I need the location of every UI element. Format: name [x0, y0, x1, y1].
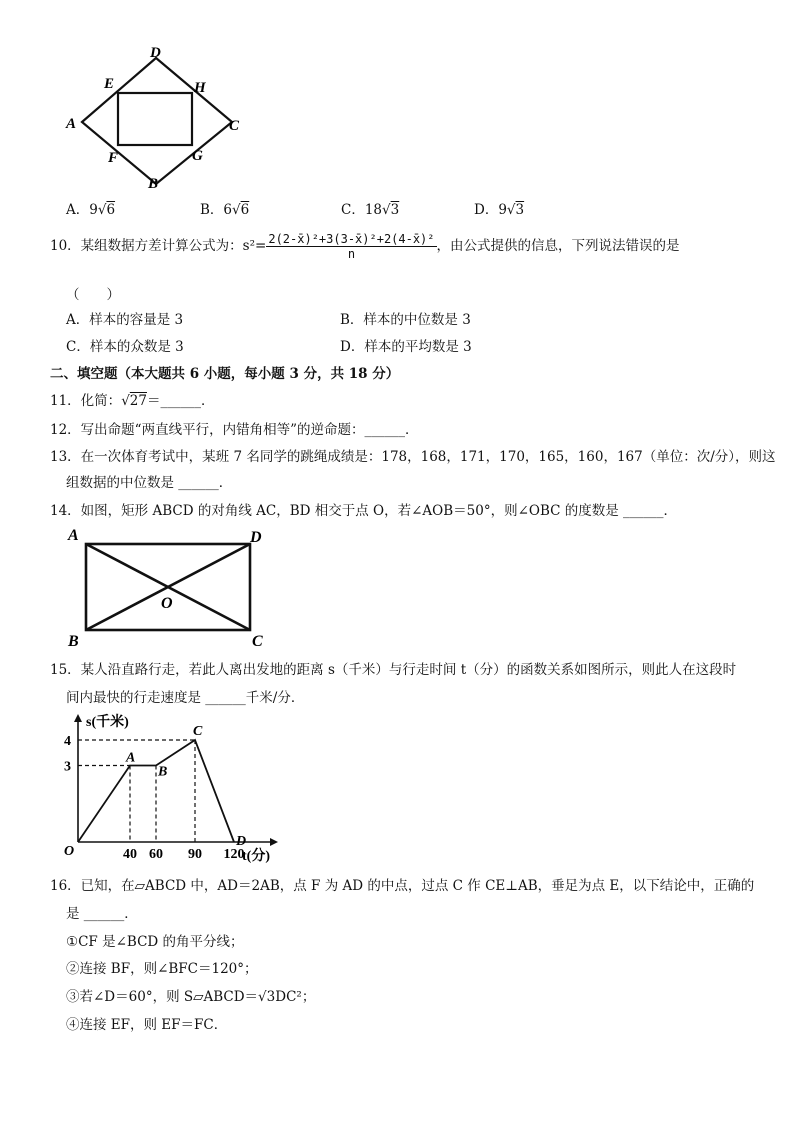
y-axis-label: s(千米) — [86, 715, 129, 730]
q10-option-c: C．样本的众数是 3 — [66, 339, 184, 355]
label-F: F — [108, 150, 119, 166]
label-H: H — [194, 80, 206, 96]
x-tick-label: 60 — [149, 847, 163, 862]
q10-paren: （ ） — [66, 287, 120, 303]
q13-line1: 13．在一次体育考试中，某班 7 名同学的跳绳成绩是：178，168，171，170，165，160，167（单位：次/分），则这 — [50, 449, 776, 465]
label-B: B — [68, 633, 79, 650]
label-B: B — [148, 176, 159, 192]
label-G: G — [192, 148, 203, 164]
section-heading: 二、填空题（本大题共 6 小题，每小题 3 分，共 18 分） — [50, 366, 400, 382]
point-label-D: D — [236, 834, 247, 849]
q16-line2: 是 ______． — [66, 906, 138, 922]
point-label-C: C — [193, 724, 203, 739]
label-C: C — [229, 118, 240, 134]
q15-line1: 15．某人沿直路行走，若此人离出发地的距离 s（千米）与行走时间 t（分）的函数关系如图所示，则此人在这段时 — [50, 662, 737, 678]
q11: 11．化简：√27＝______． — [50, 393, 215, 409]
q16-item-2: ②连接 BF，则∠BFC＝120°； — [66, 961, 258, 977]
q15-line2: 间内最快的行走速度是 ______千米/分． — [66, 690, 305, 706]
point-label-B: B — [158, 764, 168, 780]
rectangle-figure — [64, 524, 274, 650]
series-line — [78, 740, 234, 842]
x-tick-label: 120 — [223, 847, 245, 862]
label-D: D — [150, 46, 161, 61]
x-tick-label: 90 — [188, 847, 202, 862]
label-A: A — [66, 116, 77, 132]
q12: 12．写出命题“两直线平行，内错角相等”的逆命题：______． — [50, 422, 419, 438]
x-tick-label: 40 — [123, 847, 137, 862]
label-A: A — [68, 527, 79, 544]
q16-item-3: ③若∠D＝60°，则 S▱ABCD＝√3DC²； — [66, 989, 316, 1005]
point-label-A: A — [126, 750, 136, 766]
q10-stem: 10．某组数据方差计算公式为：s²= $\frac{\text{2(2-x̄)²+3(3-x̄)²+2(4-x̄)²}}{n}$ ，由公式提供的信息，下列说法错误的是 — [50, 232, 680, 261]
q16-item-1: ①CF 是∠BCD 的角平分线； — [66, 934, 244, 950]
rhombus-figure — [60, 46, 250, 192]
x-axis-label: t(分) — [242, 849, 270, 864]
distance-time-chart — [58, 710, 288, 870]
y-tick-label: 3 — [64, 759, 71, 775]
q13-line2: 组数据的中位数是 ______． — [66, 475, 233, 491]
label-D: D — [250, 529, 262, 546]
y-tick-label: 4 — [64, 734, 71, 749]
label-C: C — [252, 633, 263, 650]
q16-line1: 16．已知，在▱ABCD 中，AD＝2AB，点 F 为 AD 的中点，过点 C 作 CE⊥AB，垂足为点 E，以下结论中，正确的 — [50, 878, 755, 894]
variance-fraction: $\frac{\text{2(2-x̄)²+3(3-x̄)²+2(4-x̄)²}}{n}$ — [268, 232, 435, 261]
q10-option-a: A．样本的容量是 3 — [66, 312, 184, 328]
q9-option-b: B．6√6 — [200, 202, 250, 218]
label-O: O — [161, 595, 173, 612]
origin-label: O — [64, 844, 75, 859]
label-E: E — [104, 76, 115, 92]
q10-option-b: B．样本的中位数是 3 — [340, 312, 471, 328]
q9-option-d: D．9√3 — [474, 202, 525, 218]
y-axis-arrow — [74, 714, 82, 722]
q14: 14．如图，矩形 ABCD 的对角线 AC，BD 相交于点 O，若∠AOB＝50°，则∠OBC 的度数是 ______． — [50, 503, 678, 519]
q9-option-c: C．18√3 — [341, 202, 400, 218]
q9-option-a: A．9√6 — [66, 202, 116, 218]
q16-item-4: ④连接 EF，则 EF＝FC． — [66, 1017, 228, 1033]
x-axis-arrow — [270, 838, 278, 846]
q10-option-d: D．样本的平均数是 3 — [340, 339, 472, 355]
